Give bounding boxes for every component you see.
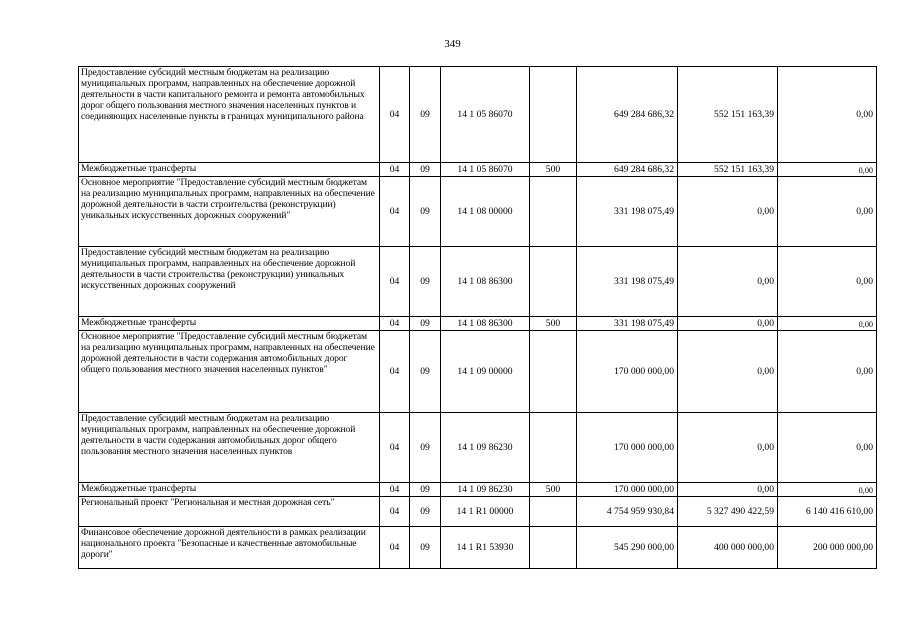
row-sum-3: 0,00: [778, 331, 877, 413]
table-row: [79, 163, 877, 177]
row-sum-2: 552 151 163,39: [678, 67, 778, 163]
table-row: [79, 483, 877, 497]
row-sum-3: 0,00: [778, 317, 877, 331]
row-name: Основное мероприятие "Предоставление субсидий местным бюджетам на реализацию муниципальных программ, направленных на обеспечение дорожной деятельности в части содержания автомобильных дорог общего пользования местного значения населенных пунктов": [79, 331, 380, 413]
row-section: 04: [380, 413, 410, 483]
row-expense-type: 500: [530, 163, 577, 177]
row-subsection: 09: [410, 527, 441, 569]
row-name: Предоставление субсидий местным бюджетам на реализацию муниципальных программ, направленных на обеспечение дорожной деятельности в части строительства (реконструкции) уникальных искусственных дорожных сооружений: [79, 247, 380, 317]
row-subsection: 09: [410, 413, 441, 483]
row-subsection: 09: [410, 163, 441, 177]
row-sum-3: 0,00: [778, 67, 877, 163]
row-subsection: 09: [410, 317, 441, 331]
row-sum-3: 0,00: [778, 247, 877, 317]
table-row: [79, 331, 877, 413]
row-sum-3: 0,00: [778, 177, 877, 247]
row-section: 04: [380, 527, 410, 569]
row-section: 04: [380, 163, 410, 177]
row-target-article: 14 1 R1 00000: [441, 497, 530, 527]
row-section: 04: [380, 331, 410, 413]
row-sum-1: 170 000 000,00: [577, 413, 678, 483]
row-sum-1: 331 198 075,49: [577, 247, 678, 317]
row-sum-3: 0,00: [778, 413, 877, 483]
row-expense-type: [530, 497, 577, 527]
row-name: Основное мероприятие "Предоставление субсидий местным бюджетам на реализацию муниципальных программ, направленных на обеспечение дорожной деятельности в части строительства (реконструкции) уникальных искусственных дорожных сооружений": [79, 177, 380, 247]
row-target-article: 14 1 09 86230: [441, 483, 530, 497]
row-sum-2: 0,00: [678, 413, 778, 483]
row-sum-2: 0,00: [678, 317, 778, 331]
row-expense-type: [530, 177, 577, 247]
row-sum-1: 331 198 075,49: [577, 177, 678, 247]
row-name: Финансовое обеспечение дорожной деятельности в рамках реализации национального проекта "Безопасные и качественные автомобильные дороги": [79, 527, 380, 569]
row-subsection: 09: [410, 177, 441, 247]
row-section: 04: [380, 497, 410, 527]
row-target-article: 14 1 08 86300: [441, 247, 530, 317]
row-sum-1: 4 754 959 930,84: [577, 497, 678, 527]
row-sum-2: 0,00: [678, 247, 778, 317]
row-target-article: 14 1 05 86070: [441, 163, 530, 177]
row-sum-2: 400 000 000,00: [678, 527, 778, 569]
row-section: 04: [380, 483, 410, 497]
row-expense-type: 500: [530, 483, 577, 497]
row-subsection: 09: [410, 483, 441, 497]
row-name: Предоставление субсидий местным бюджетам на реализацию муниципальных программ, направленных на обеспечение дорожной деятельности в части капитального ремонта и ремонта автомобильных дорог общего пользования местного значения населенных пунктов и соединяющих населенные пункты в границах муниципального района: [79, 67, 380, 163]
row-sum-2: 0,00: [678, 331, 778, 413]
row-expense-type: [530, 413, 577, 483]
row-sum-1: 649 284 686,32: [577, 163, 678, 177]
page-number: 349: [444, 38, 461, 50]
row-sum-1: 170 000 000,00: [577, 331, 678, 413]
row-target-article: 14 1 09 86230: [441, 413, 530, 483]
row-expense-type: [530, 247, 577, 317]
row-sum-1: 649 284 686,32: [577, 67, 678, 163]
row-subsection: 09: [410, 331, 441, 413]
row-target-article: 14 1 05 86070: [441, 67, 530, 163]
table-row: [79, 413, 877, 483]
row-sum-3: 0,00: [778, 163, 877, 177]
row-sum-3: 200 000 000,00: [778, 527, 877, 569]
row-name: Межбюджетные трансферты: [79, 317, 380, 331]
row-sum-3: 6 140 416 610,00: [778, 497, 877, 527]
table-row: [79, 67, 877, 163]
row-name: Региональный проект "Региональная и местная дорожная сеть": [79, 497, 380, 527]
row-sum-2: 0,00: [678, 177, 778, 247]
row-subsection: 09: [410, 67, 441, 163]
table-row: [79, 247, 877, 317]
row-target-article: 14 1 08 00000: [441, 177, 530, 247]
row-sum-2: 552 151 163,39: [678, 163, 778, 177]
row-expense-type: 500: [530, 317, 577, 331]
row-sum-1: 331 198 075,49: [577, 317, 678, 331]
row-sum-2: 0,00: [678, 483, 778, 497]
row-expense-type: [530, 527, 577, 569]
row-name: Межбюджетные трансферты: [79, 163, 380, 177]
table-row: [79, 527, 877, 569]
row-sum-3: 0,00: [778, 483, 877, 497]
row-subsection: 09: [410, 247, 441, 317]
row-sum-2: 5 327 490 422,59: [678, 497, 778, 527]
table-row: [79, 177, 877, 247]
row-section: 04: [380, 177, 410, 247]
row-target-article: 14 1 09 00000: [441, 331, 530, 413]
table-row: [79, 497, 877, 527]
table-row: [79, 317, 877, 331]
row-name: Межбюджетные трансферты: [79, 483, 380, 497]
row-target-article: 14 1 08 86300: [441, 317, 530, 331]
row-section: 04: [380, 247, 410, 317]
row-expense-type: [530, 67, 577, 163]
row-sum-1: 545 290 000,00: [577, 527, 678, 569]
row-expense-type: [530, 331, 577, 413]
row-section: 04: [380, 317, 410, 331]
row-sum-1: 170 000 000,00: [577, 483, 678, 497]
budget-table: [78, 66, 877, 569]
row-target-article: 14 1 R1 53930: [441, 527, 530, 569]
row-name: Предоставление субсидий местным бюджетам на реализацию муниципальных программ, направленных на обеспечение дорожной деятельности в части содержания автомобильных дорог общего пользования местного значения населенных пунктов: [79, 413, 380, 483]
row-subsection: 09: [410, 497, 441, 527]
row-section: 04: [380, 67, 410, 163]
